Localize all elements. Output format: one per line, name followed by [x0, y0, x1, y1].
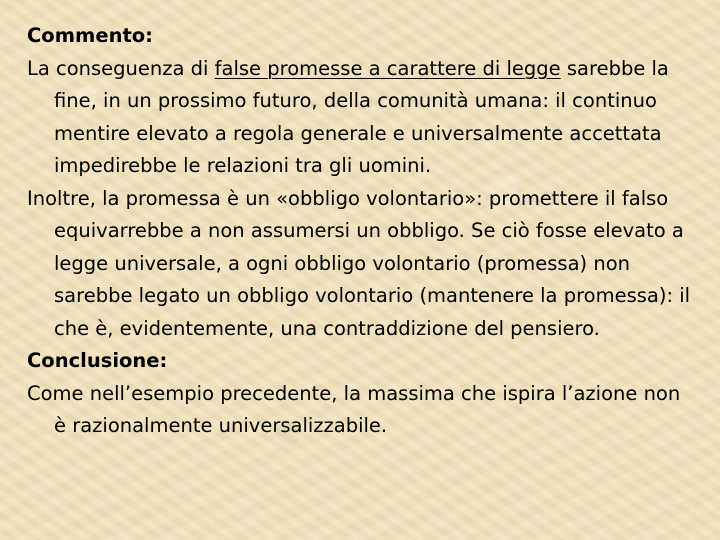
heading-commento: Commento: [27, 24, 153, 47]
paragraph-promise-obligation: Inoltre, la promessa è un «obbligo volontario»: promettere il falso equivarrebbe a non assumersi un obbligo. Se ciò fosse elevato a legge universale, a ogni obbligo volontario (promessa) non sarebbe legato un obbligo volontario (mantenere la promessa): il che è, evidentemente, una contraddizione del pensiero. [27, 186, 691, 340]
paragraph-consequence [27, 53, 697, 183]
paragraph-conclusion: Come nell’esempio precedente, la massima che ispira l’azione non è razionalmente universalizzabile. [27, 381, 681, 437]
paragraph-consequence-rest: sarebbe la fine, in un prossimo futuro, della comunità umana: il continuo mentire elevato a regola generale e universalmente accettata impedirebbe le relazioni tra gli uomini. [54, 56, 669, 177]
paragraph-consequence-lead: La conseguenza di [27, 56, 215, 80]
slide-content [27, 20, 697, 443]
underlined-phrase: false promesse a carattere di legge [214, 56, 561, 80]
heading-conclusione: Conclusione: [27, 349, 168, 372]
